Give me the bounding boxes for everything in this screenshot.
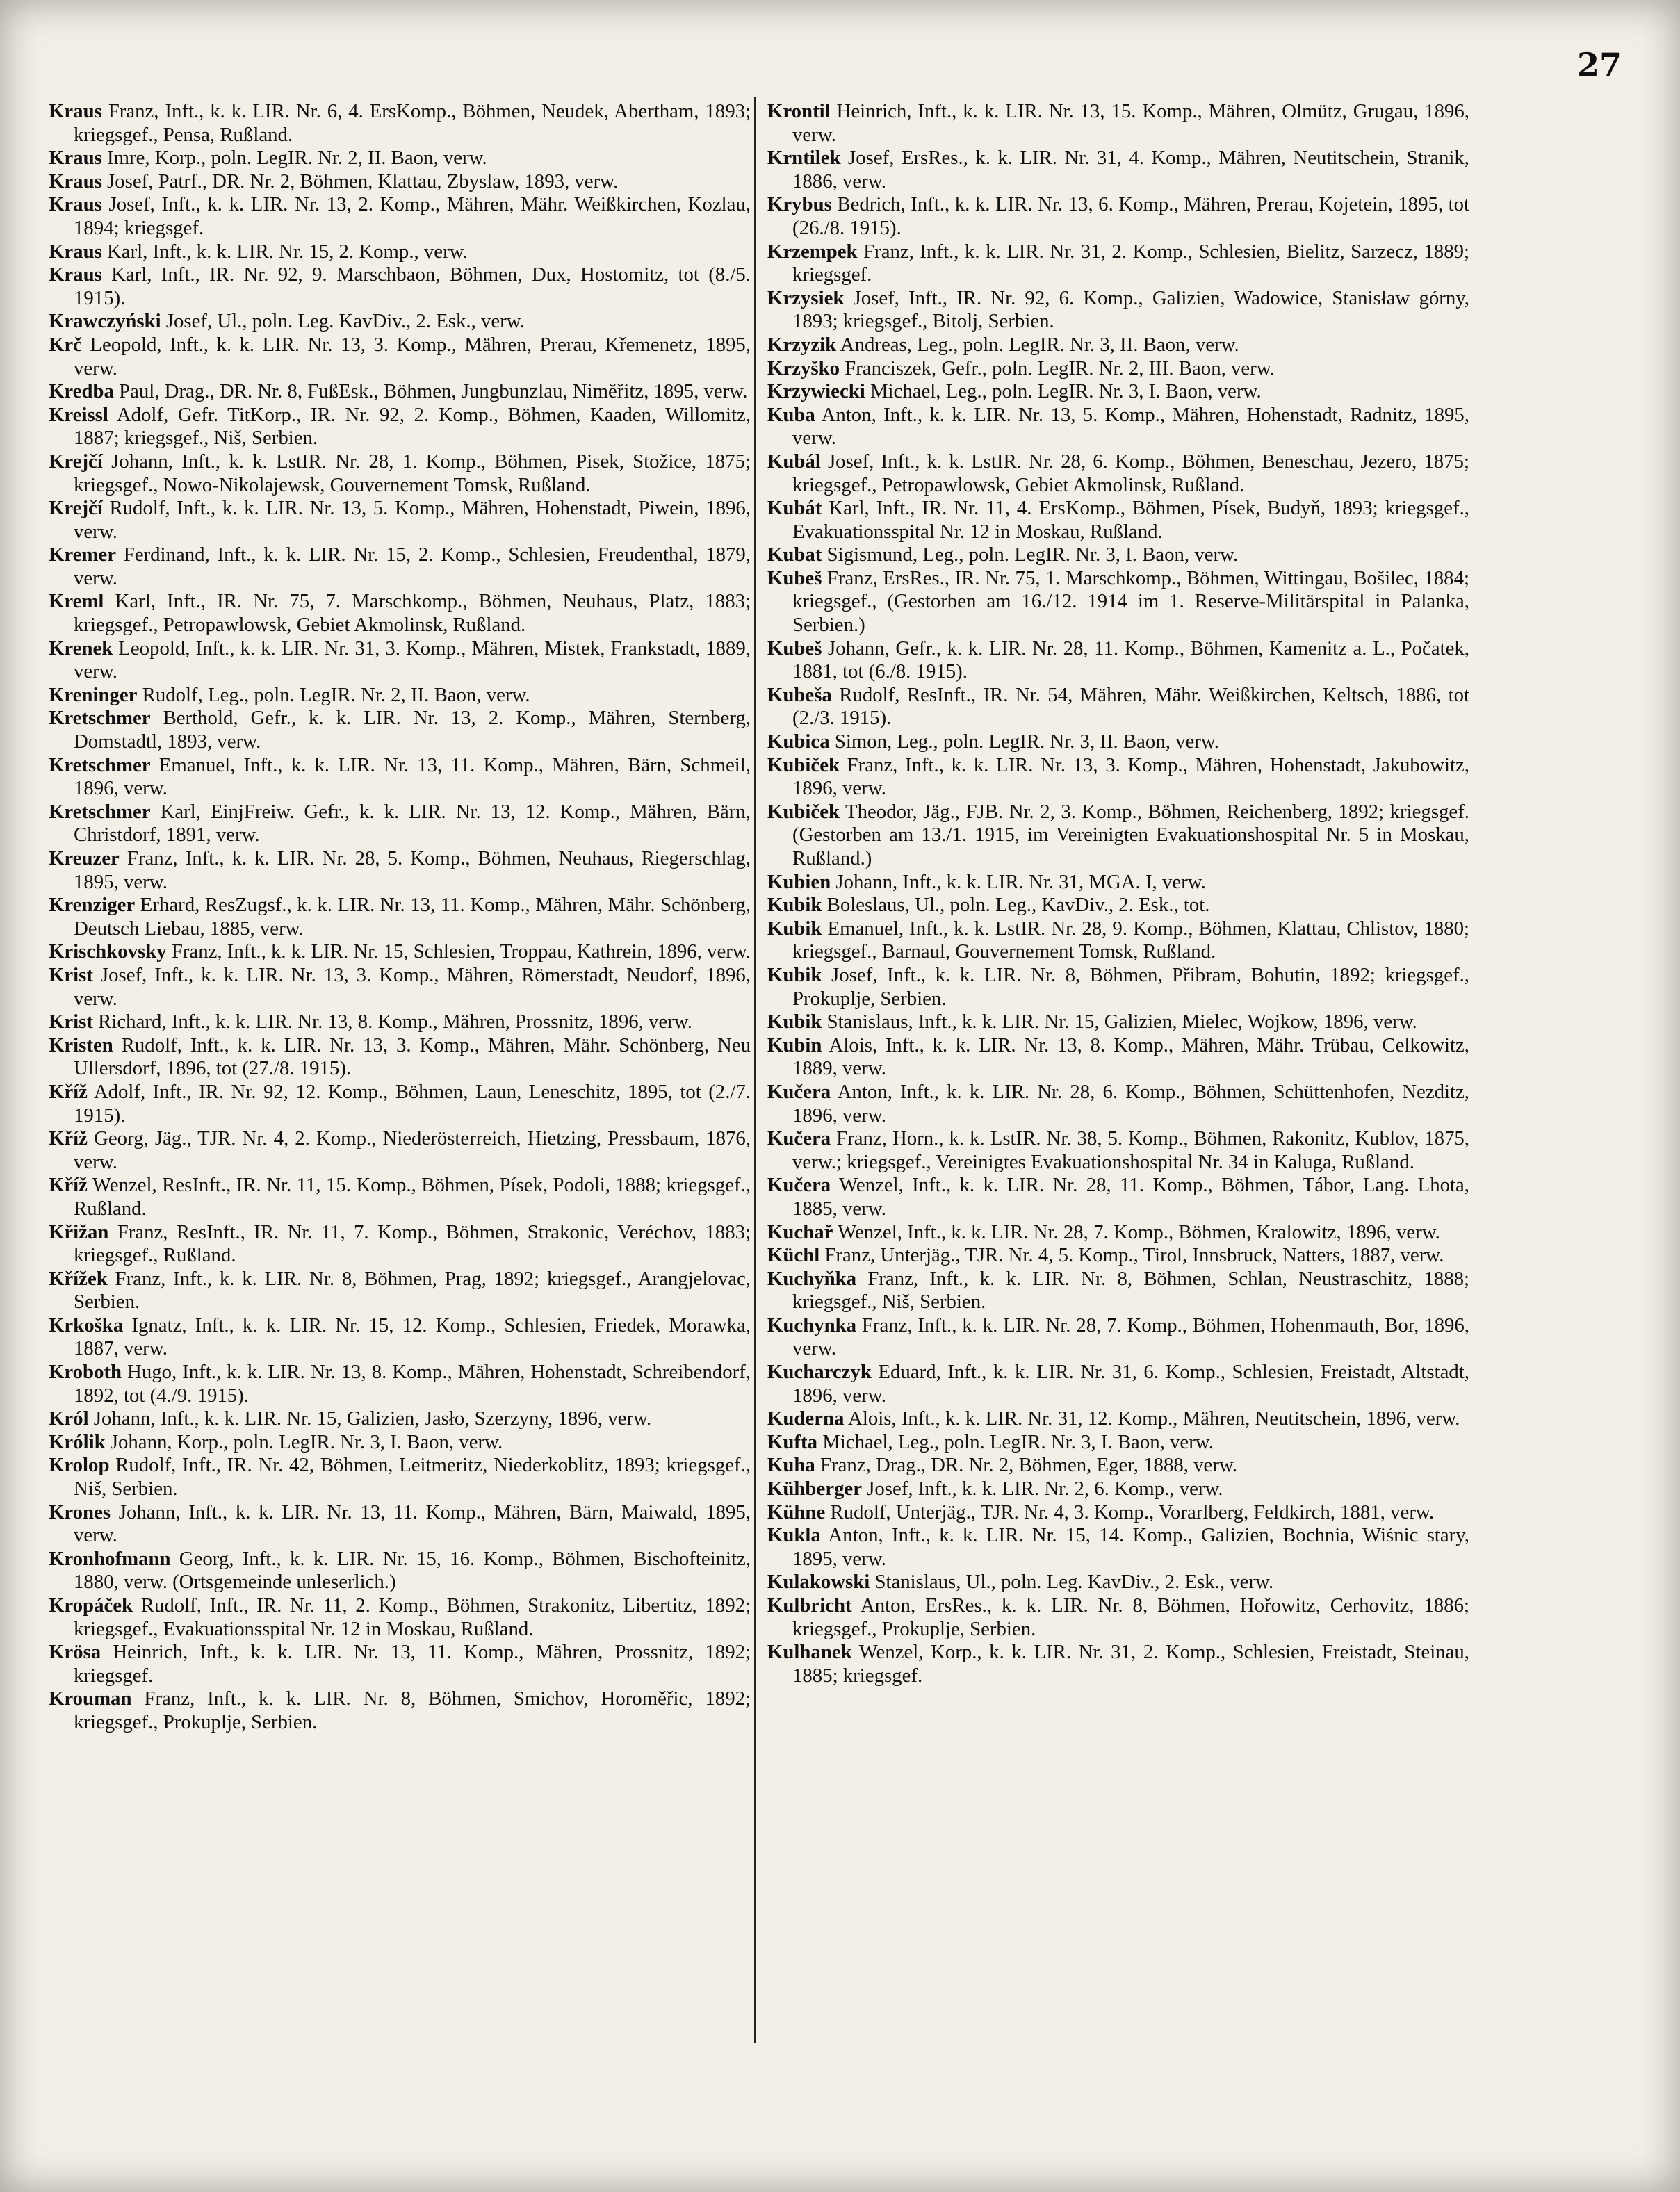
roster-entry (49, 543, 751, 590)
entry-surname: Krolop (49, 1454, 110, 1477)
entry-details: Alois, Inft., k. k. LIR. Nr. 31, 12. Komp., Mähren, Neutitschein, 1896, verw. (844, 1407, 1460, 1430)
roster-entry (49, 1314, 751, 1361)
entry-details: Wenzel, Inft., k. k. LIR. Nr. 28, 11. Komp., Böhmen, Tábor, Lang. Lhota, 1885, verw. (792, 1174, 1469, 1220)
entry-details: Franz, Drag., DR. Nr. 2, Böhmen, Eger, 1888, verw. (815, 1454, 1238, 1477)
entry-details: Adolf, Inft., IR. Nr. 92, 12. Komp., Böhmen, Laun, Leneschitz, 1895, tot (2./7. 1915). (74, 1080, 751, 1127)
roster-entry (767, 240, 1469, 287)
entry-surname: Kraus (49, 100, 102, 122)
entry-surname: Kraus (49, 147, 102, 170)
entry-details: Theodor, Jäg., FJB. Nr. 2, 3. Komp., Böhmen, Reichenberg, 1892; kriegsgef. (Gestorben am 13./1. 1915, im Vereinigten Evakuationshospital Nr. 5 in Moskau, Rußland.) (792, 800, 1469, 869)
roster-entry (767, 964, 1469, 1011)
roster-entry (767, 1081, 1469, 1127)
entry-details: Franz, Inft., k. k. LIR. Nr. 8, Böhmen, Prag, 1892; kriegsgef., Arangjelovac, Serbien. (74, 1267, 751, 1314)
entry-surname: Kučera (767, 1080, 831, 1103)
entry-details: Wenzel, ResInft., IR. Nr. 11, 15. Komp., Böhmen, Písek, Podoli, 1888; kriegsgef., Rußland. (74, 1174, 751, 1220)
entry-details: Adolf, Gefr. TitKorp., IR. Nr. 92, 2. Komp., Böhmen, Kaaden, Willomitz, 1887; kriegsgef., Niš, Serbien. (74, 403, 751, 450)
roster-entry (767, 567, 1469, 637)
entry-details: Erhard, ResZugsf., k. k. LIR. Nr. 13, 11. Komp., Mähren, Mähr. Schönberg, Deutsch Liebau, 1885, verw. (74, 894, 751, 940)
entry-details: Josef, Patrf., DR. Nr. 2, Böhmen, Klattau, Zbyslaw, 1893, verw. (101, 170, 619, 193)
entry-surname: Kraus (49, 193, 102, 216)
entry-surname: Kříž (49, 1127, 88, 1150)
entry-details: Rudolf, Inft., IR. Nr. 42, Böhmen, Leitmeritz, Niederkoblitz, 1893; kriegsgef., Niš, Serbien. (74, 1454, 751, 1500)
roster-entry (49, 193, 751, 240)
roster-entry (49, 847, 751, 894)
roster-entry (767, 1501, 1469, 1525)
entry-details: Rudolf, Leg., poln. LegIR. Nr. 2, II. Baon, verw. (137, 683, 530, 706)
entry-surname: Kulakowski (767, 1571, 870, 1594)
entry-surname: Křižan (49, 1220, 109, 1243)
entry-details: Josef, Inft., k. k. LIR. Nr. 2, 6. Komp., verw. (861, 1478, 1223, 1500)
entry-surname: Kukla (767, 1524, 821, 1547)
entry-details: Rudolf, Unterjäg., TJR. Nr. 4, 3. Komp., Vorarlberg, Feldkirch, 1881, verw. (825, 1500, 1435, 1523)
roster-entry (767, 450, 1469, 497)
roster-entry (767, 1571, 1469, 1594)
entry-surname: Krybus (767, 193, 832, 216)
roster-entry (767, 1221, 1469, 1245)
roster-entry (49, 964, 751, 1011)
entry-surname: Kühberger (767, 1478, 862, 1500)
roster-entry (49, 894, 751, 940)
entry-surname: Kubiček (767, 753, 840, 776)
entry-details: Anton, Inft., k. k. LIR. Nr. 15, 14. Komp., Galizien, Bochnia, Wiśnic stary, 1895, verw. (792, 1524, 1469, 1570)
entry-surname: Kubál (767, 450, 821, 473)
roster-entry (49, 1641, 751, 1687)
roster-entry (767, 1127, 1469, 1174)
entry-surname: Krawczyński (49, 310, 161, 333)
roster-entry (767, 1174, 1469, 1220)
entry-surname: Kubik (767, 894, 822, 917)
entry-details: Bedrich, Inft., k. k. LIR. Nr. 13, 6. Komp., Mähren, Prerau, Kojetein, 1895, tot (26./8. 1915). (792, 193, 1469, 239)
entry-details: Richard, Inft., k. k. LIR. Nr. 13, 8. Komp., Mähren, Prossnitz, 1896, verw. (92, 1011, 692, 1033)
roster-entry (49, 637, 751, 684)
roster-entry (767, 497, 1469, 543)
roster-entry (49, 754, 751, 801)
entry-surname: Kříž (49, 1080, 88, 1103)
roster-entry (49, 1127, 751, 1174)
entry-details: Karl, Inft., IR. Nr. 92, 9. Marschbaon, Böhmen, Dux, Hostomitz, tot (8./5. 1915). (74, 263, 751, 309)
roster-entry (49, 450, 751, 497)
roster-entry (49, 940, 751, 964)
entry-details: Anton, ErsRes., k. k. LIR. Nr. 8, Böhmen, Hořowitz, Cerhovitz, 1886; kriegsgef., Prokuplje, Serbien. (792, 1594, 1469, 1640)
roster-entry (49, 684, 751, 708)
entry-surname: Kristen (49, 1033, 113, 1056)
entry-surname: Krouman (49, 1687, 132, 1710)
entry-details: Boleslaus, Ul., poln. Leg., KavDiv., 2. Esk., tot. (822, 894, 1210, 917)
entry-surname: Krzempek (767, 240, 858, 263)
entry-surname: Kubeša (767, 683, 832, 706)
entry-details: Franz, Unterjäg., TJR. Nr. 4, 5. Komp., Tirol, Innsbruck, Natters, 1887, verw. (819, 1244, 1444, 1267)
roster-entry (767, 1268, 1469, 1314)
entry-details: Josef, Inft., k. k. LstIR. Nr. 28, 6. Komp., Böhmen, Beneschau, Jezero, 1875; kriegsgef., Petropawlowsk, Gebiet Akmolinsk, Rußland. (792, 450, 1469, 496)
roster-entry (49, 1407, 751, 1431)
entry-surname: Krontil (767, 100, 831, 122)
roster-entry (767, 334, 1469, 357)
entry-surname: Krzyzik (767, 333, 837, 356)
entry-details: Franz, Inft., k. k. LIR. Nr. 8, Böhmen, Smichov, Horoměřic, 1892; kriegsgef., Prokuplje, Serbien. (74, 1687, 751, 1733)
entry-details: Simon, Leg., poln. LegIR. Nr. 3, II. Baon, verw. (829, 730, 1220, 753)
entry-details: Rudolf, ResInft., IR. Nr. 54, Mähren, Mähr. Weißkirchen, Keltsch, 1886, tot (2./3. 1915). (792, 683, 1469, 730)
roster-entry (49, 801, 751, 847)
roster-entry (767, 894, 1469, 917)
entry-details: Johann, Inft., k. k. LIR. Nr. 31, MGA. I, verw. (831, 870, 1206, 893)
roster-entry (767, 193, 1469, 240)
entry-surname: Krejčí (49, 497, 103, 520)
entry-details: Franz, Horn., k. k. LstIR. Nr. 38, 5. Komp., Böhmen, Rakonitz, Kublov, 1875, verw.; kriegsgef., Vereinigtes Evakuationshospital Nr. 34 in Kaluga, Rußland. (792, 1127, 1469, 1173)
entry-details: Josef, ErsRes., k. k. LIR. Nr. 31, 4. Komp., Mähren, Neutitschein, Stranik, 1886, verw. (792, 147, 1469, 193)
entry-surname: Krkoška (49, 1314, 124, 1336)
roster-entry (767, 147, 1469, 193)
entry-details: Franciszek, Gefr., poln. LegIR. Nr. 2, III. Baon, verw. (839, 357, 1275, 379)
roster-entry (767, 1478, 1469, 1501)
entry-details: Josef, Inft., k. k. LIR. Nr. 13, 2. Komp., Mähren, Mähr. Weißkirchen, Kozlau, 1894; kriegsgef. (74, 193, 751, 239)
entry-details: Georg, Jäg., TJR. Nr. 4, 2. Komp., Niederösterreich, Hietzing, Pressbaum, 1876, verw. (74, 1127, 751, 1173)
roster-entry (767, 1314, 1469, 1361)
entry-surname: Küchl (767, 1244, 820, 1267)
roster-entry (49, 263, 751, 310)
entry-details: Franz, Inft., k. k. LIR. Nr. 15, Schlesien, Troppau, Kathrein, 1896, verw. (166, 940, 751, 963)
entry-surname: Krones (49, 1500, 111, 1523)
roster-entry (49, 100, 751, 147)
roster-entry (49, 1594, 751, 1641)
roster-entry (49, 310, 751, 334)
entry-details: Franz, ErsRes., IR. Nr. 75, 1. Marschkomp., Böhmen, Wittingau, Bošilec, 1884; kriegsgef., (Gestorben am 16./12. 1914 im 1. Reserve-Militärspital in Palanka, Serbien.) (792, 566, 1469, 637)
roster-entry (49, 1174, 751, 1220)
entry-details: Ferdinand, Inft., k. k. LIR. Nr. 15, 2. Komp., Schlesien, Freudenthal, 1879, verw. (74, 543, 751, 589)
entry-details: Berthold, Gefr., k. k. LIR. Nr. 13, 2. Komp., Mähren, Sternberg, Domstadtl, 1893, verw. (74, 707, 751, 753)
roster-entry (49, 707, 751, 753)
entry-surname: Kuderna (767, 1407, 845, 1430)
entry-surname: Krzysiek (767, 286, 845, 309)
entry-surname: Křížek (49, 1267, 108, 1290)
entry-surname: Krischkovsky (49, 940, 167, 963)
roster-entry (767, 1407, 1469, 1431)
entry-details: Michael, Leg., poln. LegIR. Nr. 3, I. Baon, verw. (865, 380, 1262, 403)
entry-surname: Kronhofmann (49, 1547, 171, 1570)
roster-entry (49, 334, 751, 380)
roster-entry (767, 543, 1469, 567)
entry-details: Karl, Inft., IR. Nr. 75, 7. Marschkomp., Böhmen, Neuhaus, Platz, 1883; kriegsgef., Petropawlowsk, Gebiet Akmolinsk, Rußland. (74, 590, 751, 637)
column-divider (754, 97, 756, 2043)
entry-surname: Kraus (49, 240, 102, 263)
entry-surname: Kubát (767, 497, 822, 520)
entry-surname: Kraus (49, 170, 102, 193)
roster-entry (49, 240, 751, 264)
entry-details: Rudolf, Inft., k. k. LIR. Nr. 13, 3. Komp., Mähren, Mähr. Schönberg, Neu Ullersdorf, 1896, tot (27./8. 1915). (74, 1033, 751, 1080)
entry-details: Wenzel, Korp., k. k. LIR. Nr. 31, 2. Komp., Schlesien, Freistadt, Steinau, 1885; kriegsgef. (792, 1641, 1469, 1687)
entry-details: Andreas, Leg., poln. LegIR. Nr. 3, II. Baon, verw. (836, 333, 1239, 356)
entry-details: Josef, Inft., k. k. LIR. Nr. 8, Böhmen, Přibram, Bohutin, 1892; kriegsgef., Prokuplje, Serbien. (792, 963, 1469, 1010)
entry-details: Eduard, Inft., k. k. LIR. Nr. 31, 6. Komp., Schlesien, Freistadt, Altstadt, 1896, verw. (792, 1361, 1469, 1407)
entry-details: Franz, Inft., k. k. LIR. Nr. 28, 5. Komp., Böhmen, Neuhaus, Riegerschlag, 1895, verw. (74, 847, 751, 893)
entry-details: Karl, Inft., k. k. LIR. Nr. 15, 2. Komp., verw. (101, 240, 468, 263)
roster-entry (767, 637, 1469, 684)
entry-details: Hugo, Inft., k. k. LIR. Nr. 13, 8. Komp., Mähren, Hohenstadt, Schreibendorf, 1892, tot (4./9. 1915). (74, 1361, 751, 1407)
roster-entry (767, 1454, 1469, 1478)
entry-surname: Kubik (767, 917, 822, 940)
entry-surname: Krist (49, 963, 93, 986)
roster-entry (767, 380, 1469, 404)
roster-entry (767, 100, 1469, 147)
roster-entry (49, 170, 751, 194)
entry-surname: Kubat (767, 543, 822, 566)
roster-entry (767, 1244, 1469, 1268)
roster-entry (49, 1501, 751, 1548)
roster-entry (49, 1221, 751, 1268)
roster-entry (49, 380, 751, 404)
entry-surname: Krzywiecki (767, 380, 865, 403)
entry-surname: Krenek (49, 637, 113, 660)
roster-entry (767, 730, 1469, 754)
roster-entry (767, 1594, 1469, 1641)
entry-surname: Kretschmer (49, 800, 151, 823)
entry-details: Leopold, Inft., k. k. LIR. Nr. 13, 3. Komp., Mähren, Prerau, Křemenetz, 1895, verw. (74, 333, 751, 379)
entry-surname: Kucharczyk (767, 1361, 872, 1384)
roster-entry (49, 1268, 751, 1314)
entry-details: Anton, Inft., k. k. LIR. Nr. 13, 5. Komp., Mähren, Hohenstadt, Radnitz, 1895, verw. (792, 403, 1469, 450)
entry-surname: Kříž (49, 1174, 88, 1197)
entry-details: Heinrich, Inft., k. k. LIR. Nr. 13, 11. Komp., Mähren, Prossnitz, 1892; kriegsgef. (74, 1641, 751, 1687)
entry-details: Paul, Drag., DR. Nr. 8, FußEsk., Böhmen, Jungbunzlau, Nimĕřitz, 1895, verw. (113, 380, 748, 403)
entry-surname: Kučera (767, 1174, 831, 1197)
roster-entry (49, 1431, 751, 1455)
entry-surname: Kuha (767, 1454, 815, 1477)
entry-details: Leopold, Inft., k. k. LIR. Nr. 31, 3. Komp., Mähren, Mistek, Frankstadt, 1889, verw. (74, 637, 751, 683)
entry-details: Johann, Inft., k. k. LIR. Nr. 15, Galizien, Jasło, Szerzyny, 1896, verw. (88, 1407, 652, 1430)
entry-details: Franz, Inft., k. k. LIR. Nr. 8, Böhmen, Schlan, Neustraschitz, 1888; kriegsgef., Niš, Serbien. (792, 1267, 1469, 1314)
roster-entry (49, 1361, 751, 1407)
roster-entry (49, 497, 751, 543)
roster-entry (767, 917, 1469, 964)
roster-entry (767, 1431, 1469, 1455)
entry-details: Rudolf, Inft., k. k. LIR. Nr. 13, 5. Komp., Mähren, Hohenstadt, Piwein, 1896, verw. (74, 497, 751, 543)
entry-surname: Krist (49, 1011, 93, 1033)
entry-surname: Kretschmer (49, 753, 151, 776)
entry-surname: Kubeš (767, 637, 822, 660)
entry-details: Franz, Inft., k. k. LIR. Nr. 28, 7. Komp., Böhmen, Hohenmauth, Bor, 1896, verw. (792, 1314, 1469, 1360)
roster-entry (767, 1524, 1469, 1571)
entry-details: Georg, Inft., k. k. LIR. Nr. 15, 16. Komp., Böhmen, Bischofteinitz, 1880, verw. (Ortsgemeinde unleserlich.) (74, 1547, 751, 1594)
entry-surname: Krntilek (767, 147, 841, 170)
entry-surname: Królik (49, 1430, 106, 1453)
entry-surname: Kraus (49, 263, 102, 286)
roster-entry (767, 1011, 1469, 1034)
roster-entry (49, 1454, 751, 1500)
entry-surname: Krösa (49, 1641, 101, 1664)
entry-details: Emanuel, Inft., k. k. LstIR. Nr. 28, 9. Komp., Böhmen, Klattau, Chlistov, 1880; kriegsgef., Barnaul, Gouvernement Tomsk, Rußland. (792, 917, 1469, 963)
roster-entry (49, 590, 751, 637)
left-column (49, 100, 751, 1735)
roster-entry (767, 1361, 1469, 1407)
entry-surname: Krzyško (767, 357, 840, 379)
entry-details: Michael, Leg., poln. LegIR. Nr. 3, I. Baon, verw. (817, 1430, 1214, 1453)
roster-entry (767, 1641, 1469, 1687)
entry-details: Wenzel, Inft., k. k. LIR. Nr. 28, 7. Komp., Böhmen, Kralowitz, 1896, verw. (833, 1220, 1440, 1243)
entry-surname: Kredba (49, 380, 114, 403)
entry-details: Johann, Inft., k. k. LstIR. Nr. 28, 1. Komp., Böhmen, Pisek, Stožice, 1875; kriegsgef., Nowo-Nikolajewsk, Gouvernement Tomsk, Rußland. (74, 450, 751, 496)
entry-details: Stanislaus, Ul., poln. Leg. KavDiv., 2. Esk., verw. (870, 1571, 1274, 1594)
entry-details: Heinrich, Inft., k. k. LIR. Nr. 13, 15. Komp., Mähren, Olmütz, Grugau, 1896, verw. (792, 100, 1469, 146)
roster-entry (767, 684, 1469, 730)
entry-surname: Kulbricht (767, 1594, 852, 1617)
entry-details: Anton, Inft., k. k. LIR. Nr. 28, 6. Komp., Böhmen, Schüttenhofen, Nezditz, 1896, verw. (792, 1080, 1469, 1127)
entry-surname: Kremer (49, 543, 116, 566)
entry-details: Josef, Inft., k. k. LIR. Nr. 13, 3. Komp., Mähren, Römerstadt, Neudorf, 1896, verw. (74, 963, 751, 1010)
roster-entry (49, 147, 751, 170)
entry-surname: Kreissl (49, 403, 108, 426)
entry-surname: Kroboth (49, 1361, 122, 1384)
roster-entry (767, 357, 1469, 381)
roster-entry (767, 404, 1469, 450)
entry-details: Sigismund, Leg., poln. LegIR. Nr. 3, I. Baon, verw. (822, 543, 1239, 566)
entry-surname: Kreuzer (49, 847, 120, 869)
entry-details: Emanuel, Inft., k. k. LIR. Nr. 13, 11. Komp., Mähren, Bärn, Schmeil, 1896, verw. (74, 753, 751, 800)
right-column (767, 100, 1469, 1687)
entry-surname: Kreninger (49, 683, 138, 706)
entry-surname: Krenziger (49, 894, 136, 917)
entry-surname: Kühne (767, 1500, 826, 1523)
roster-entry (49, 404, 751, 450)
entry-surname: Kučera (767, 1127, 831, 1150)
roster-entry (767, 801, 1469, 871)
entry-details: Johann, Korp., poln. LegIR. Nr. 3, I. Baon, verw. (105, 1430, 503, 1453)
entry-details: Franz, Inft., k. k. LIR. Nr. 13, 3. Komp., Mähren, Hohenstadt, Jakubowitz, 1896, verw. (792, 753, 1469, 800)
entry-surname: Kuchyňka (767, 1267, 857, 1290)
roster-entry (49, 1034, 751, 1081)
entry-details: Johann, Gefr., k. k. LIR. Nr. 28, 11. Komp., Böhmen, Kamenitz a. L., Počatek, 1881, tot (6./8. 1915). (792, 637, 1469, 683)
roster-entry (49, 1548, 751, 1594)
entry-details: Imre, Korp., poln. LegIR. Nr. 2, II. Baon, verw. (101, 147, 487, 170)
entry-details: Josef, Inft., IR. Nr. 92, 6. Komp., Galizien, Wadowice, Stanisław górny, 1893; kriegsgef., Bitolj, Serbien. (792, 286, 1469, 333)
entry-surname: Kuba (767, 403, 815, 426)
entry-details: Franz, Inft., k. k. LIR. Nr. 31, 2. Komp., Schlesien, Bielitz, Sarzecz, 1889; kriegsgef. (792, 240, 1469, 286)
entry-surname: Kuchynka (767, 1314, 857, 1336)
entry-details: Ignatz, Inft., k. k. LIR. Nr. 15, 12. Komp., Schlesien, Friedek, Morawka, 1887, verw. (74, 1314, 751, 1360)
roster-entry (767, 754, 1469, 801)
entry-surname: Kubik (767, 1011, 822, 1033)
entry-surname: Kubik (767, 963, 822, 986)
entry-surname: Kretschmer (49, 707, 151, 730)
entry-details: Stanislaus, Inft., k. k. LIR. Nr. 15, Galizien, Mielec, Wojkow, 1896, verw. (822, 1011, 1417, 1033)
page-number: 27 (1576, 46, 1622, 83)
entry-surname: Kubica (767, 730, 830, 753)
entry-surname: Kubien (767, 870, 831, 893)
entry-surname: Krejčí (49, 450, 103, 473)
roster-entry (767, 287, 1469, 334)
entry-details: Karl, Inft., IR. Nr. 11, 4. ErsKomp., Böhmen, Písek, Budyň, 1893; kriegsgef., Evakuationsspital Nr. 12 in Moskau, Rußland. (792, 497, 1469, 543)
entry-details: Johann, Inft., k. k. LIR. Nr. 13, 11. Komp., Mähren, Bärn, Maiwald, 1895, verw. (74, 1500, 751, 1547)
entry-details: Karl, EinjFreiw. Gefr., k. k. LIR. Nr. 13, 12. Komp., Mähren, Bärn, Christdorf, 1891, verw. (74, 800, 751, 846)
entry-surname: Kufta (767, 1430, 817, 1453)
entry-surname: Kulhanek (767, 1641, 852, 1664)
entry-surname: Kubiček (767, 800, 840, 823)
entry-surname: Krč (49, 333, 82, 356)
entry-surname: Kubeš (767, 566, 822, 589)
entry-details: Franz, ResInft., IR. Nr. 11, 7. Komp., Böhmen, Strakonic, Veréchov, 1883; kriegsgef., Rußland. (74, 1220, 751, 1267)
roster-entry (49, 1011, 751, 1034)
entry-surname: Kuchař (767, 1220, 833, 1243)
roster-entry (767, 871, 1469, 894)
entry-details: Rudolf, Inft., IR. Nr. 11, 2. Komp., Böhmen, Strakonitz, Libertitz, 1892; kriegsgef., Evakuationsspital Nr. 12 in Moskau, Rußland. (74, 1594, 751, 1640)
entry-surname: Król (49, 1407, 89, 1430)
entry-details: Alois, Inft., k. k. LIR. Nr. 13, 8. Komp., Mähren, Mähr. Trübau, Celkowitz, 1889, verw. (792, 1033, 1469, 1080)
entry-details: Franz, Inft., k. k. LIR. Nr. 6, 4. ErsKomp., Böhmen, Neudek, Abertham, 1893; kriegsgef., Pensa, Rußland. (74, 100, 751, 146)
entry-surname: Kreml (49, 590, 104, 613)
roster-entry (49, 1687, 751, 1734)
entry-surname: Kropáček (49, 1594, 133, 1617)
roster-entry (767, 1034, 1469, 1081)
entry-surname: Kubin (767, 1033, 822, 1056)
roster-entry (49, 1081, 751, 1127)
entry-details: Josef, Ul., poln. Leg. KavDiv., 2. Esk., verw. (161, 310, 525, 333)
